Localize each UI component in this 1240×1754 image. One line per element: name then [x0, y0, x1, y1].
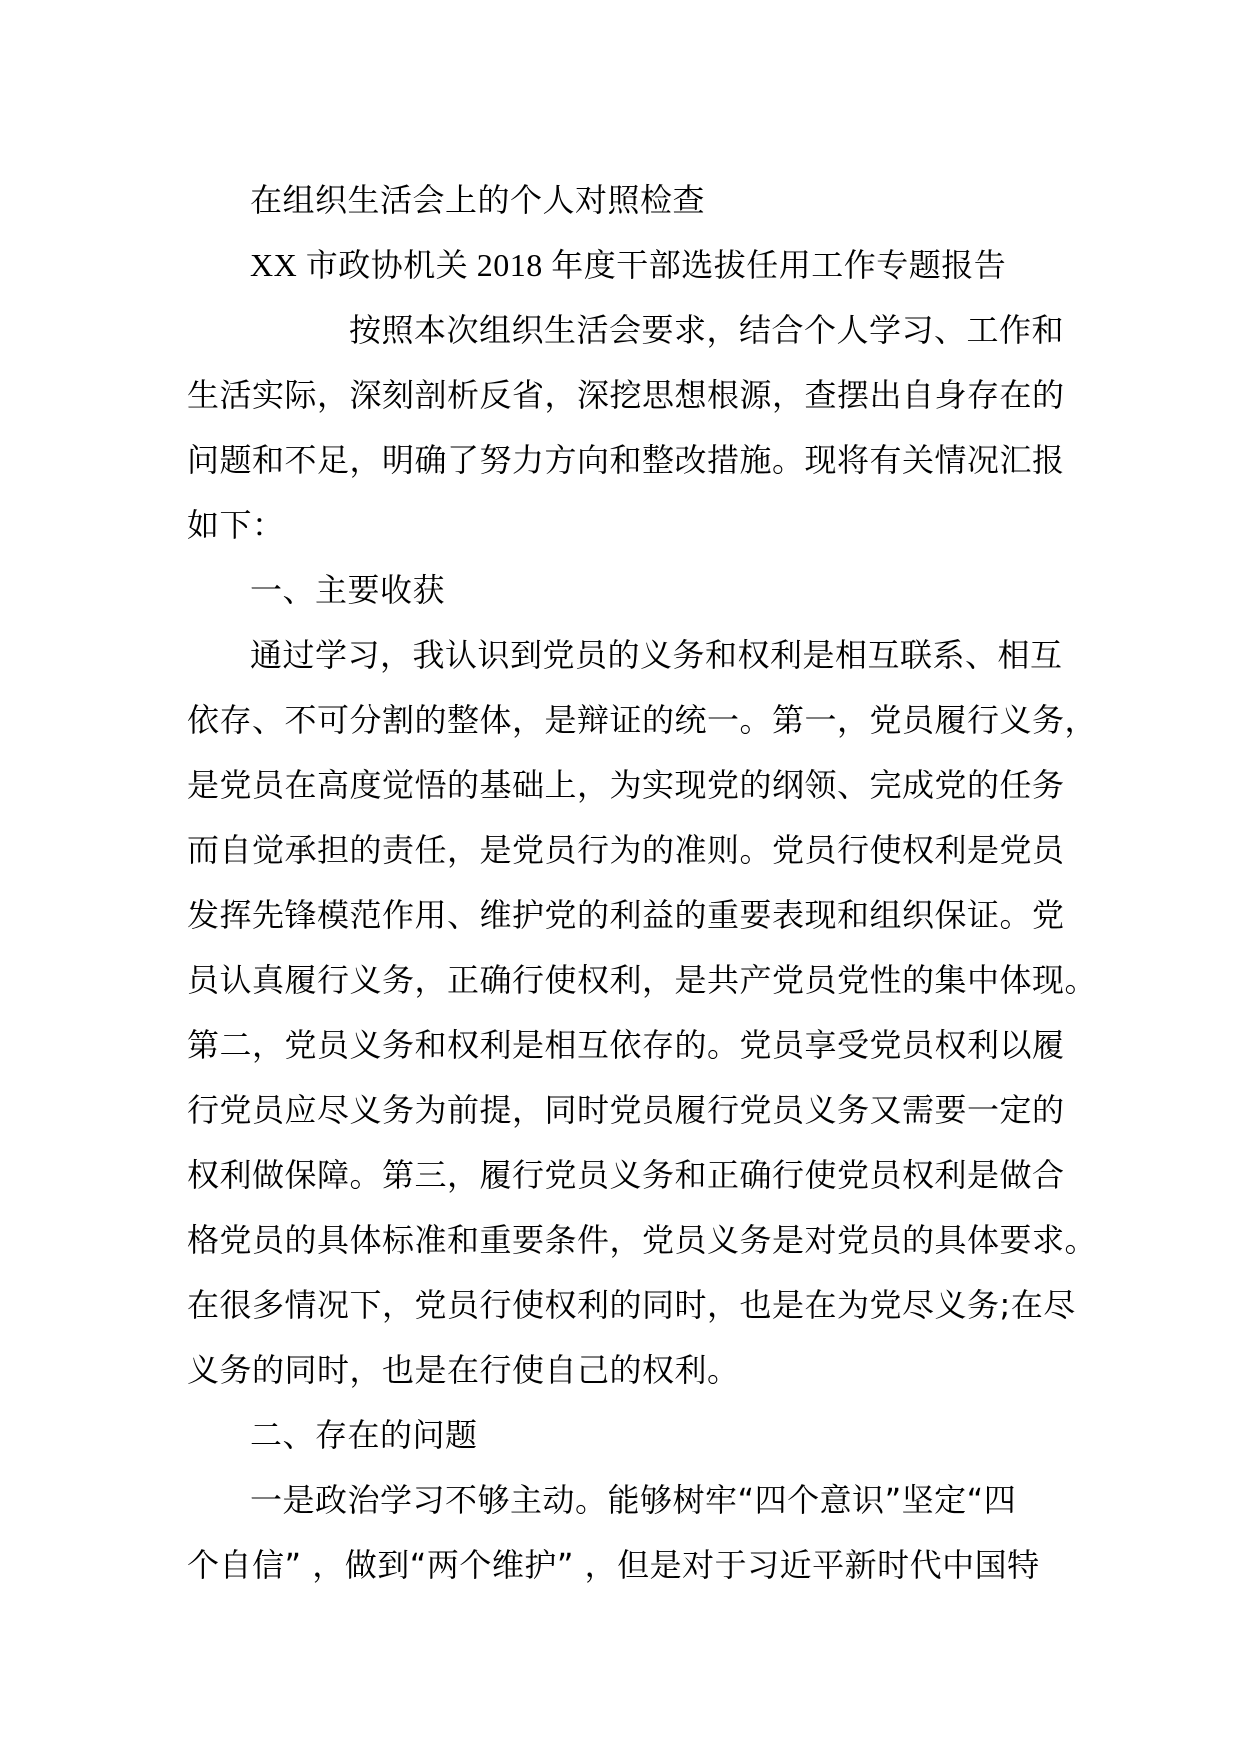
- paragraph-line: 生活实际，深刻剖析反省，深挖思想根源，查摆出自身存在的: [187, 376, 1065, 414]
- document-body: [187, 168, 1098, 1598]
- section-main-gains-paragraph: [187, 623, 1098, 1403]
- paragraph-line: 第二，党员义务和权利是相互依存的。党员享受党员权利以履: [187, 1026, 1065, 1064]
- paragraph-line: 按照本次组织生活会要求，结合个人学习、工作和: [349, 311, 1065, 349]
- paragraph-line: 通过学习，我认识到党员的义务和权利是相互联系、相互: [250, 636, 1063, 674]
- paragraph-line: 行党员应尽义务为前提，同时党员履行党员义务又需要一定的: [187, 1091, 1065, 1129]
- document-subtitle: XX 市政协机关 2018 年度干部选拔任用工作专题报告: [250, 247, 1007, 283]
- document-title: 在组织生活会上的个人对照检查: [250, 181, 706, 219]
- paragraph-line: 依存、不可分割的整体，是辩证的统一。第一，党员履行义务，: [187, 701, 1098, 739]
- paragraph-line: 格党员的具体标准和重要条件，党员义务是对党员的具体要求。: [187, 1221, 1098, 1259]
- paragraph-line: 义务的同时，也是在行使自己的权利。: [187, 1351, 740, 1389]
- paragraph-line: 而自觉承担的责任，是党员行为的准则。党员行使权利是党员: [187, 831, 1065, 869]
- paragraph-line: 是党员在高度觉悟的基础上，为实现党的纲领、完成党的任务: [187, 766, 1065, 804]
- section-existing-problems-paragraph: [187, 1468, 1087, 1598]
- section-heading-main-gains: 一、主要收获: [250, 571, 446, 609]
- paragraph-line: 在很多情况下，党员行使权利的同时，也是在为党尽义务;在尽: [187, 1286, 1076, 1324]
- paragraph-line: 一是政治学习不够主动。能够树牢“四个意识”坚定“四: [250, 1481, 1017, 1519]
- paragraph-line: 如下：: [187, 506, 285, 544]
- paragraph-line: 发挥先锋模范作用、维护党的利益的重要表现和组织保证。党: [187, 896, 1065, 934]
- paragraph-line: 员认真履行义务，正确行使权利，是共产党员党性的集中体现。: [187, 961, 1098, 999]
- intro-paragraph: [187, 298, 1087, 558]
- paragraph-line: 权利做保障。第三，履行党员义务和正确行使党员权利是做合: [187, 1156, 1065, 1194]
- paragraph-line: 问题和不足，明确了努力方向和整改措施。现将有关情况汇报: [187, 441, 1065, 479]
- paragraph-line: 个自信” ，做到“两个维护” ，但是对于习近平新时代中国特: [187, 1546, 1040, 1584]
- section-heading-existing-problems: 二、存在的问题: [250, 1416, 478, 1454]
